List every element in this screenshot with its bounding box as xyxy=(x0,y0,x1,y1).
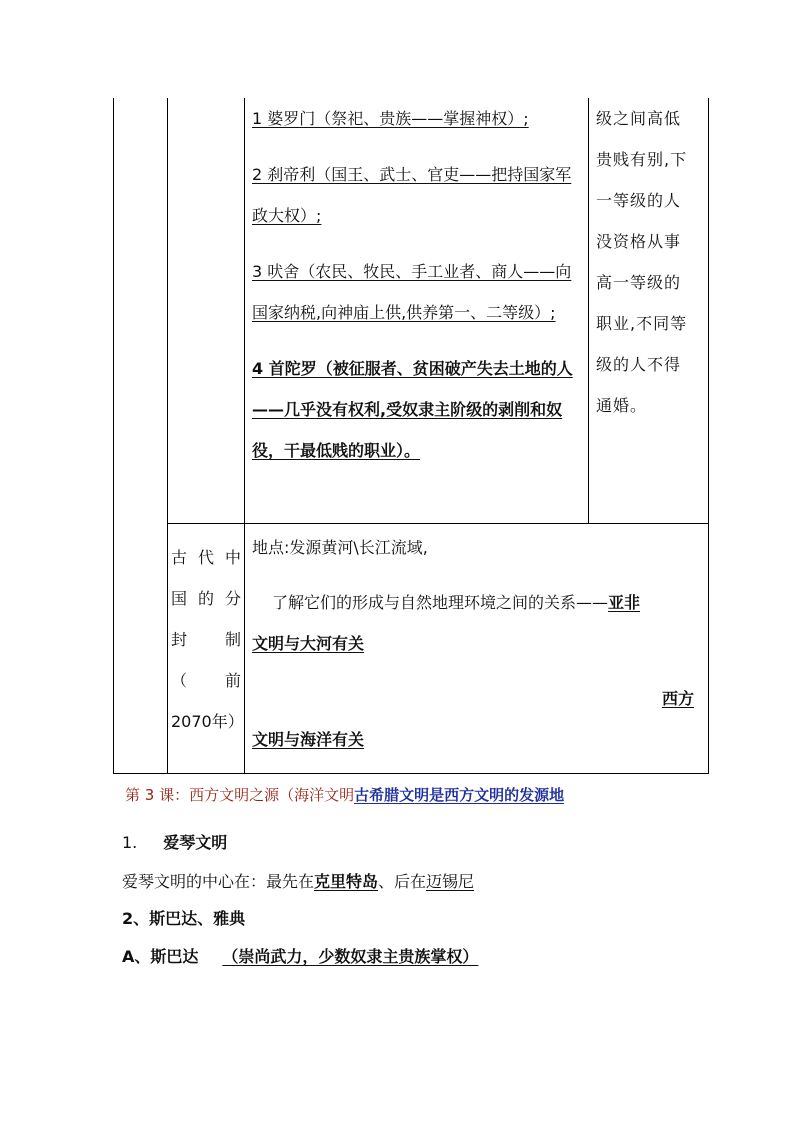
caste-item: 4 首陀罗（被征服者、贫困破产失去土地的人——几乎没有权利,受奴隶主阶级的剥削和奴役，干最低贱的职业）。 xyxy=(252,359,573,460)
sparta-athens-heading: 2、斯巴达、雅典 xyxy=(122,909,246,928)
lesson-prefix: 第 3 课：西方文明之源（海洋文明 xyxy=(125,786,355,804)
relation-west: 西方 xyxy=(662,689,695,708)
caste-feature-text xyxy=(596,98,704,426)
lesson-title xyxy=(125,784,564,805)
label-line: （ 前 xyxy=(171,671,241,690)
heading-number: 1. xyxy=(122,833,138,852)
aegean-center-prefix: 爱琴文明的中心在：最先在 xyxy=(122,872,315,891)
heading-text: 爱琴文明 xyxy=(163,833,228,852)
label-line: 2070年） xyxy=(171,712,244,731)
feature-line: 级的人不得 xyxy=(596,355,682,374)
feature-line: 贵贱有别,下 xyxy=(596,150,688,169)
table-column-divider-1 xyxy=(167,98,168,774)
label-line: 国的分 xyxy=(171,589,241,608)
label-line: 封 制 xyxy=(171,630,241,649)
sparta-description: （崇尚武力，少数奴隶主贵族掌权） xyxy=(222,947,479,966)
aegean-center xyxy=(122,869,474,892)
sparta-label: A、斯巴达 xyxy=(122,947,199,966)
table-column-divider-2 xyxy=(244,98,245,774)
caste-item: 2 刹帝利（国王、武士、官吏——把持国家军政大权）; xyxy=(252,165,572,225)
relation-asia: 亚非 xyxy=(608,593,641,612)
lesson-highlight: 古希腊文明是西方文明的发源地 xyxy=(354,786,565,804)
feature-line: 高一等级的 xyxy=(596,273,682,292)
feature-line: 没资格从事 xyxy=(596,232,682,251)
caste-item: 3 吠舍（农民、牧民、手工业者、商人——向国家纳税,向神庙上供,供养第一、二等级）; xyxy=(252,262,572,322)
label-line: 古代中 xyxy=(171,548,241,567)
table-border-bottom xyxy=(113,773,709,774)
mycenae: 迈锡尼 xyxy=(426,872,475,891)
relation-west-rest: 文明与海洋有关 xyxy=(252,730,365,749)
aegean-heading xyxy=(122,830,227,853)
ancient-china-label xyxy=(171,537,244,742)
caste-list xyxy=(252,98,584,486)
crete: 克里特岛 xyxy=(314,872,379,891)
table-border-left xyxy=(113,98,114,774)
china-location: 地点:发源黄河\长江流域, xyxy=(252,538,428,557)
sparta-line xyxy=(122,944,478,967)
table-row-divider xyxy=(167,523,709,524)
feature-line: 级之间高低 xyxy=(596,109,682,128)
feature-line: 一等级的人 xyxy=(596,191,682,210)
table-column-divider-3 xyxy=(588,98,589,524)
relation-intro: 了解它们的形成与自然地理环境之间的关系—— xyxy=(272,593,609,612)
aegean-center-mid: 、后在 xyxy=(378,872,427,891)
relation-line xyxy=(272,582,702,623)
caste-item: 1 婆罗门（祭祀、贵族——掌握神权）; xyxy=(252,109,529,128)
feature-line: 职业,不同等 xyxy=(596,314,688,333)
relation-asia-rest: 文明与大河有关 xyxy=(252,634,365,653)
table-border-right xyxy=(708,98,709,774)
feature-line: 通婚。 xyxy=(596,396,648,415)
